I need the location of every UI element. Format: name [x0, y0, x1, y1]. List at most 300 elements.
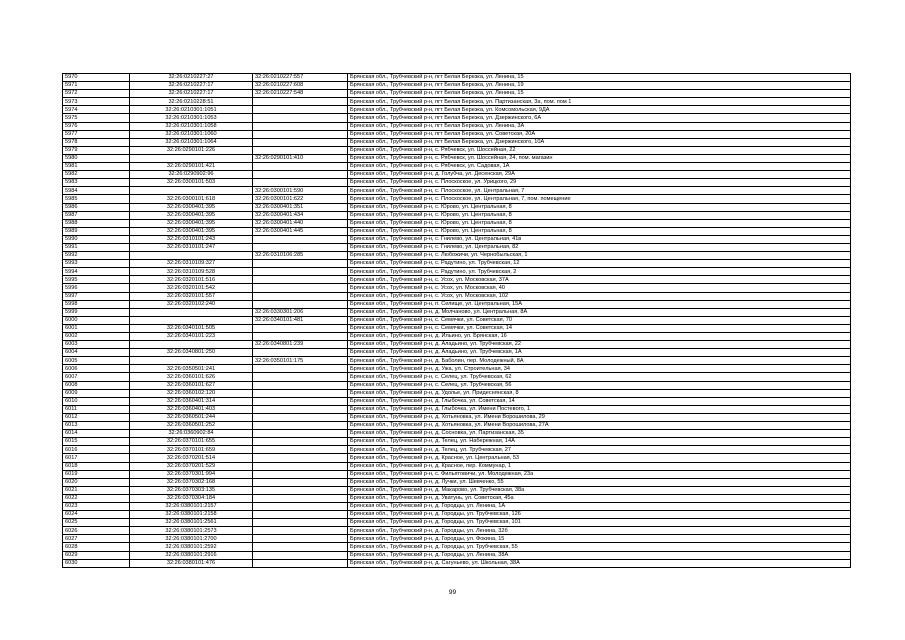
- table-row: [63, 478, 851, 486]
- row-number-cell: 6023: [63, 502, 130, 510]
- address-cell: Брянская обл., Трубчевский р-н, пгт Белая Березка, ул. Комсомольская, 9ДА: [348, 106, 851, 114]
- cadastral-number-cell: 32:26:0210228:51: [130, 98, 253, 106]
- cadastral-number-cell: 32:26:0380101:2592: [130, 543, 253, 551]
- building-cadastral-number-cell: [253, 114, 348, 122]
- address-cell: Брянская обл., Трубчевский р-н, д. Ильино, ул. Брянская, 16: [348, 333, 851, 341]
- row-number-cell: 6003: [63, 341, 130, 349]
- row-number-cell: 5985: [63, 195, 130, 203]
- property-register-table: [62, 73, 851, 568]
- cadastral-number-cell: 32:26:0370101:655: [130, 438, 253, 446]
- table-row: [63, 373, 851, 381]
- row-number-cell: 6012: [63, 413, 130, 421]
- building-cadastral-number-cell: [253, 502, 348, 510]
- row-number-cell: 6017: [63, 454, 130, 462]
- address-cell: Брянская обл., Трубчевский р-н, д. Хотьяновка, ул. Имени Ворошилова, 27А: [348, 422, 851, 430]
- row-number-cell: 6008: [63, 381, 130, 389]
- building-cadastral-number-cell: [253, 98, 348, 106]
- building-cadastral-number-cell: 32:26:0210227:557: [253, 74, 348, 82]
- row-number-cell: 6014: [63, 430, 130, 438]
- building-cadastral-number-cell: 32:26:0300401:351: [253, 203, 348, 211]
- cadastral-number-cell: 32:26:0360501:244: [130, 413, 253, 421]
- building-cadastral-number-cell: [253, 349, 348, 357]
- row-number-cell: 5983: [63, 179, 130, 187]
- cadastral-number-cell: [130, 308, 253, 316]
- address-cell: Брянская обл., Трубчевский р-н, д. Аладьино, ул. Трубчевская, 1А: [348, 349, 851, 357]
- address-cell: Брянская обл., Трубчевский р-н, д. Сосновка, ул. Партизанская, 35: [348, 430, 851, 438]
- row-number-cell: 5991: [63, 243, 130, 251]
- cadastral-number-cell: 32:26:0370303:135: [130, 486, 253, 494]
- row-number-cell: 5997: [63, 292, 130, 300]
- address-cell: Брянская обл., Трубчевский р-н, пгт Белая Березка, ул. Ленина, 15: [348, 90, 851, 98]
- row-number-cell: 6025: [63, 519, 130, 527]
- address-cell: Брянская обл., Трубчевский р-н, д. Городцы, ул. Трубчевская, 126: [348, 511, 851, 519]
- table-row: [63, 349, 851, 357]
- address-cell: Брянская обл., Трубчевский р-н, с. Рябчевск, ул. Шоссейная, 22: [348, 146, 851, 154]
- address-cell: Брянская обл., Трубчевский р-н, с. Плоскоскоe, ул. Центральная, 7, пом. помещение: [348, 195, 851, 203]
- table-row: [63, 195, 851, 203]
- address-cell: Брянская обл., Трубчевский р-н, д. Городцы, ул. Трубчевская, 55: [348, 543, 851, 551]
- address-cell: Брянская обл., Трубчевский р-н, с. Усох, ул. Московская, 40: [348, 284, 851, 292]
- row-number-cell: 6021: [63, 486, 130, 494]
- address-cell: Брянская обл., Трубчевский р-н, д. Баболин, пер. Молодежный, 8А: [348, 357, 851, 365]
- address-cell: Брянская обл., Трубчевский р-н, пгт Белая Березка, ул. Советская, 20А: [348, 130, 851, 138]
- building-cadastral-number-cell: 32:26:0310106:285: [253, 252, 348, 260]
- cadastral-number-cell: 32:26:0210227:27: [130, 74, 253, 82]
- table-row: [63, 179, 851, 187]
- row-number-cell: 6011: [63, 405, 130, 413]
- address-cell: Брянская обл., Трубчевский р-н, д. Лучки, ул. Шевченко, 55: [348, 478, 851, 486]
- row-number-cell: 6029: [63, 551, 130, 559]
- table-row: [63, 260, 851, 268]
- cadastral-number-cell: 32:26:0370201:529: [130, 462, 253, 470]
- table-row: [63, 511, 851, 519]
- cadastral-number-cell: 32:26:0360501:252: [130, 422, 253, 430]
- table-row: [63, 559, 851, 567]
- building-cadastral-number-cell: [253, 446, 348, 454]
- cadastral-number-cell: [130, 357, 253, 365]
- table-row: [63, 413, 851, 421]
- cadastral-number-cell: 32:26:0340101:223: [130, 333, 253, 341]
- address-cell: Брянская обл., Трубчевский р-н, пгт Белая Березка, ул. Ленина, 15: [348, 74, 851, 82]
- building-cadastral-number-cell: [253, 171, 348, 179]
- cadastral-number-cell: 32:26:0300401:395: [130, 219, 253, 227]
- address-cell: Брянская обл., Трубчевский р-н, с. Усох, ул. Московская, 37А: [348, 276, 851, 284]
- table-row: [63, 227, 851, 235]
- building-cadastral-number-cell: 32:26:0290101:410: [253, 154, 348, 162]
- address-cell: Брянская обл., Трубчевский р-н, д. Городцы, ул. Ленина, 32б: [348, 527, 851, 535]
- building-cadastral-number-cell: [253, 324, 348, 332]
- cadastral-number-cell: 32:26:0360401:403: [130, 405, 253, 413]
- building-cadastral-number-cell: [253, 470, 348, 478]
- building-cadastral-number-cell: [253, 365, 348, 373]
- table-row: [63, 454, 851, 462]
- cadastral-number-cell: 32:26:0320101:557: [130, 292, 253, 300]
- building-cadastral-number-cell: [253, 300, 348, 308]
- table-row: [63, 187, 851, 195]
- address-cell: Брянская обл., Трубчевский р-н, д. Ужа, ул. Строительная, 34: [348, 365, 851, 373]
- row-number-cell: 5973: [63, 98, 130, 106]
- address-cell: Брянская обл., Трубчевский р-н, с. Плоскоскоe, ул. Центральная, 7: [348, 187, 851, 195]
- cadastral-number-cell: 32:26:0300101:503: [130, 179, 253, 187]
- building-cadastral-number-cell: [253, 260, 348, 268]
- table-row: [63, 163, 851, 171]
- building-cadastral-number-cell: 32:26:0300401:445: [253, 227, 348, 235]
- address-cell: Брянская обл., Трубчевский р-н, д. Городцы, ул. Ленина, 1А: [348, 502, 851, 510]
- address-cell: Брянская обл., Трубчевский р-н, п. Селище, ул. Центральная, 15А: [348, 300, 851, 308]
- cadastral-number-cell: 32:26:0380101:2916: [130, 551, 253, 559]
- table-row: [63, 82, 851, 90]
- address-cell: Брянская обл., Трубчевский р-н, с. Юрово, ул. Центральная, 8: [348, 219, 851, 227]
- row-number-cell: 6027: [63, 535, 130, 543]
- address-cell: Брянская обл., Трубчевский р-н, пгт Белая Березка, ул. Дзержинского, 10А: [348, 138, 851, 146]
- building-cadastral-number-cell: [253, 122, 348, 130]
- address-cell: Брянская обл., Трубчевский р-н, д. Городцы, ул. Фокина, 15: [348, 535, 851, 543]
- cadastral-number-cell: 32:26:0380101:476: [130, 559, 253, 567]
- table-row: [63, 543, 851, 551]
- cadastral-number-cell: 32:26:0210301:1051: [130, 106, 253, 114]
- building-cadastral-number-cell: [253, 511, 348, 519]
- building-cadastral-number-cell: [253, 146, 348, 154]
- building-cadastral-number-cell: 32:26:0350101:175: [253, 357, 348, 365]
- table-row: [63, 219, 851, 227]
- building-cadastral-number-cell: [253, 235, 348, 243]
- cadastral-number-cell: 32:26:0300401:395: [130, 203, 253, 211]
- building-cadastral-number-cell: [253, 381, 348, 389]
- row-number-cell: 5974: [63, 106, 130, 114]
- cadastral-number-cell: [130, 316, 253, 324]
- row-number-cell: 6010: [63, 397, 130, 405]
- building-cadastral-number-cell: [253, 527, 348, 535]
- building-cadastral-number-cell: 32:26:0300101:622: [253, 195, 348, 203]
- cadastral-number-cell: 32:26:0210227:17: [130, 82, 253, 90]
- address-cell: Брянская обл., Трубчевский р-н, с. Рябчевск, ул. Садовая, 1А: [348, 163, 851, 171]
- cadastral-number-cell: 32:26:0300401:395: [130, 211, 253, 219]
- row-number-cell: 5976: [63, 122, 130, 130]
- row-number-cell: 5977: [63, 130, 130, 138]
- address-cell: Брянская обл., Трубчевский р-н, д. Удолье, ул. Придеснянская, 8: [348, 389, 851, 397]
- row-number-cell: 6004: [63, 349, 130, 357]
- table-row: [63, 316, 851, 324]
- building-cadastral-number-cell: [253, 163, 348, 171]
- address-cell: Брянская обл., Трубчевский р-н, д. Городцы, ул. Ленина, 38А: [348, 551, 851, 559]
- table-row: [63, 341, 851, 349]
- table-row: [63, 130, 851, 138]
- row-number-cell: 6005: [63, 357, 130, 365]
- table-row: [63, 324, 851, 332]
- building-cadastral-number-cell: [253, 430, 348, 438]
- cadastral-number-cell: 32:26:0310101:243: [130, 235, 253, 243]
- table-row: [63, 389, 851, 397]
- cadastral-number-cell: 32:26:0290902:96: [130, 171, 253, 179]
- building-cadastral-number-cell: [253, 373, 348, 381]
- table-row: [63, 535, 851, 543]
- row-number-cell: 6019: [63, 470, 130, 478]
- building-cadastral-number-cell: [253, 438, 348, 446]
- building-cadastral-number-cell: [253, 486, 348, 494]
- building-cadastral-number-cell: [253, 454, 348, 462]
- building-cadastral-number-cell: [253, 333, 348, 341]
- address-cell: Брянская обл., Трубчевский р-н, с. Радутино, ул. Трубчевская, 2: [348, 268, 851, 276]
- building-cadastral-number-cell: [253, 106, 348, 114]
- row-number-cell: 6000: [63, 316, 130, 324]
- row-number-cell: 6020: [63, 478, 130, 486]
- row-number-cell: 6018: [63, 462, 130, 470]
- table-row: [63, 308, 851, 316]
- table-row: [63, 300, 851, 308]
- cadastral-number-cell: 32:26:0370302:168: [130, 478, 253, 486]
- table-row: [63, 462, 851, 470]
- building-cadastral-number-cell: 32:26:0300401:434: [253, 211, 348, 219]
- table-row: [63, 381, 851, 389]
- building-cadastral-number-cell: [253, 397, 348, 405]
- row-number-cell: 6028: [63, 543, 130, 551]
- row-number-cell: 5989: [63, 227, 130, 235]
- building-cadastral-number-cell: 32:26:0330301:206: [253, 308, 348, 316]
- address-cell: Брянская обл., Трубчевский р-н, д. Глыбочка, ул. Имени Постевого, 1: [348, 405, 851, 413]
- building-cadastral-number-cell: [253, 138, 348, 146]
- address-cell: Брянская обл., Трубчевский р-н, с. Усох, ул. Московская, 102: [348, 292, 851, 300]
- table-row: [63, 486, 851, 494]
- address-cell: Брянская обл., Трубчевский р-н, д. Голубча, ул. Десенская, 29А: [348, 171, 851, 179]
- address-cell: Брянская обл., Трубчевский р-н, с. Рябчевск, ул. Шоссейная, 24, пом. магазин: [348, 154, 851, 162]
- table-row: [63, 154, 851, 162]
- address-cell: Брянская обл., Трубчевский р-н, с. Юрово, ул. Центральная, 8: [348, 227, 851, 235]
- page-number: 99: [448, 589, 457, 596]
- cadastral-number-cell: 32:26:0380101:2573: [130, 527, 253, 535]
- table-row: [63, 114, 851, 122]
- row-number-cell: 5992: [63, 252, 130, 260]
- table-row: [63, 146, 851, 154]
- table-row: [63, 551, 851, 559]
- building-cadastral-number-cell: [253, 389, 348, 397]
- row-number-cell: 5993: [63, 260, 130, 268]
- table-row: [63, 211, 851, 219]
- address-cell: Брянская обл., Трубчевский р-н, с. Юрово, ул. Центральная, 8: [348, 203, 851, 211]
- address-cell: Брянская обл., Трубчевский р-н, д. Макарово, ул. Трубчевская, 38а: [348, 486, 851, 494]
- building-cadastral-number-cell: [253, 243, 348, 251]
- row-number-cell: 5990: [63, 235, 130, 243]
- address-cell: Брянская обл., Трубчевский р-н, с. Селец, ул. Трубчевская, 56: [348, 381, 851, 389]
- table-row: [63, 276, 851, 284]
- address-cell: Брянская обл., Трубчевский р-н, с. Селец, ул. Трубчевская, 62: [348, 373, 851, 381]
- row-number-cell: 5988: [63, 219, 130, 227]
- building-cadastral-number-cell: [253, 405, 348, 413]
- address-cell: Брянская обл., Трубчевский р-н, пгт Белая Березка, ул. Ленина, 3А: [348, 122, 851, 130]
- table-row: [63, 98, 851, 106]
- building-cadastral-number-cell: [253, 494, 348, 502]
- row-number-cell: 5975: [63, 114, 130, 122]
- row-number-cell: 5998: [63, 300, 130, 308]
- table-row: [63, 494, 851, 502]
- cadastral-number-cell: 32:26:0360401:314: [130, 397, 253, 405]
- table-row: [63, 138, 851, 146]
- address-cell: Брянская обл., Трубчевский р-н, д. Красное, пер. Коммунар, 1: [348, 462, 851, 470]
- row-number-cell: 5971: [63, 82, 130, 90]
- table-row: [63, 365, 851, 373]
- table-row: [63, 106, 851, 114]
- address-cell: Брянская обл., Трубчевский р-н, д. Хотьяновка, ул. Имени Ворошилова, 29: [348, 413, 851, 421]
- building-cadastral-number-cell: [253, 268, 348, 276]
- row-number-cell: 6013: [63, 422, 130, 430]
- cadastral-number-cell: 32:26:0380101:2561: [130, 519, 253, 527]
- building-cadastral-number-cell: 32:26:0340101:481: [253, 316, 348, 324]
- address-cell: Брянская обл., Трубчевский р-н, д. Красное, ул. Центральная, 53: [348, 454, 851, 462]
- cadastral-number-cell: 32:26:0360101:626: [130, 373, 253, 381]
- address-cell: Брянская обл., Трубчевский р-н, с. Любожичи, ул. Чернобыльская, 1: [348, 252, 851, 260]
- cadastral-number-cell: 32:26:0370201:514: [130, 454, 253, 462]
- building-cadastral-number-cell: 32:26:0300101:590: [253, 187, 348, 195]
- table-row: [63, 243, 851, 251]
- cadastral-number-cell: 32:26:0320101:542: [130, 284, 253, 292]
- row-number-cell: 5979: [63, 146, 130, 154]
- building-cadastral-number-cell: [253, 179, 348, 187]
- address-cell: Брянская обл., Трубчевский р-н, с. Радутино, ул. Трубчевская, 12: [348, 260, 851, 268]
- address-cell: Брянская обл., Трубчевский р-н, с. Гнилево, ул. Центральная, 82: [348, 243, 851, 251]
- cadastral-number-cell: 32:26:0360101:627: [130, 381, 253, 389]
- address-cell: Брянская обл., Трубчевский р-н, с. Гнилево, ул. Центральная, 41в: [348, 235, 851, 243]
- table-row: [63, 74, 851, 82]
- cadastral-number-cell: 32:26:0210301:1053: [130, 114, 253, 122]
- cadastral-number-cell: 32:26:0360902:84: [130, 430, 253, 438]
- building-cadastral-number-cell: 32:26:0300401:440: [253, 219, 348, 227]
- cadastral-number-cell: 32:26:0210301:1064: [130, 138, 253, 146]
- table-row: [63, 171, 851, 179]
- row-number-cell: 5987: [63, 211, 130, 219]
- table-row: [63, 430, 851, 438]
- cadastral-number-cell: 32:26:0340101:505: [130, 324, 253, 332]
- cadastral-number-cell: 32:26:0360102:120: [130, 389, 253, 397]
- row-number-cell: 5981: [63, 163, 130, 171]
- row-number-cell: 6015: [63, 438, 130, 446]
- cadastral-number-cell: 32:26:0350501:241: [130, 365, 253, 373]
- table-row: [63, 502, 851, 510]
- row-number-cell: 6007: [63, 373, 130, 381]
- address-cell: Брянская обл., Трубчевский р-н, д. Глыбочка, ул. Советская, 14: [348, 397, 851, 405]
- row-number-cell: 6016: [63, 446, 130, 454]
- row-number-cell: 5999: [63, 308, 130, 316]
- cadastral-number-cell: 32:26:0300101:618: [130, 195, 253, 203]
- row-number-cell: 6009: [63, 389, 130, 397]
- document-page: [62, 73, 851, 568]
- cadastral-number-cell: 32:26:0370101:659: [130, 446, 253, 454]
- row-number-cell: 6026: [63, 527, 130, 535]
- row-number-cell: 5980: [63, 154, 130, 162]
- building-cadastral-number-cell: [253, 292, 348, 300]
- table-row: [63, 470, 851, 478]
- address-cell: Брянская обл., Трубчевский р-н, пгт Белая Березка, ул. Партизанская, 3а, пом. пом 1: [348, 98, 851, 106]
- building-cadastral-number-cell: [253, 543, 348, 551]
- building-cadastral-number-cell: [253, 422, 348, 430]
- table-row: [63, 397, 851, 405]
- cadastral-number-cell: 32:26:0370301:994: [130, 470, 253, 478]
- address-cell: Брянская обл., Трубчевский р-н, д. Городцы, ул. Трубчевская, 101: [348, 519, 851, 527]
- building-cadastral-number-cell: [253, 519, 348, 527]
- row-number-cell: 6002: [63, 333, 130, 341]
- building-cadastral-number-cell: 32:26:0340801:239: [253, 341, 348, 349]
- row-number-cell: 5995: [63, 276, 130, 284]
- cadastral-number-cell: 32:26:0320102:240: [130, 300, 253, 308]
- table-row: [63, 422, 851, 430]
- row-number-cell: 6024: [63, 511, 130, 519]
- row-number-cell: 5972: [63, 90, 130, 98]
- cadastral-number-cell: [130, 187, 253, 195]
- row-number-cell: 5996: [63, 284, 130, 292]
- address-cell: Брянская обл., Трубчевский р-н, д. Уватунь, ул. Советская, 45а: [348, 494, 851, 502]
- cadastral-number-cell: 32:26:0210301:1058: [130, 122, 253, 130]
- table-row: [63, 252, 851, 260]
- row-number-cell: 5970: [63, 74, 130, 82]
- building-cadastral-number-cell: [253, 478, 348, 486]
- cadastral-number-cell: 32:26:0320101:516: [130, 276, 253, 284]
- cadastral-number-cell: 32:26:0300401:395: [130, 227, 253, 235]
- building-cadastral-number-cell: 32:26:0210227:548: [253, 90, 348, 98]
- cadastral-number-cell: 32:26:0290101:421: [130, 163, 253, 171]
- cadastral-number-cell: 32:26:0210301:1060: [130, 130, 253, 138]
- building-cadastral-number-cell: [253, 535, 348, 543]
- table-row: [63, 438, 851, 446]
- building-cadastral-number-cell: [253, 130, 348, 138]
- address-cell: Брянская обл., Трубчевский р-н, д. Телец, ул. Набережная, 14А: [348, 438, 851, 446]
- table-row: [63, 333, 851, 341]
- row-number-cell: 6030: [63, 559, 130, 567]
- address-cell: Брянская обл., Трубчевский р-н, с. Семячки, ул. Советская, 70: [348, 316, 851, 324]
- row-number-cell: 5978: [63, 138, 130, 146]
- row-number-cell: 6006: [63, 365, 130, 373]
- row-number-cell: 5982: [63, 171, 130, 179]
- cadastral-number-cell: 32:26:0380101:2157: [130, 502, 253, 510]
- table-body: [63, 74, 851, 568]
- table-row: [63, 268, 851, 276]
- address-cell: Брянская обл., Трубчевский р-н, д. Телец, ул. Трубчевская, 27: [348, 446, 851, 454]
- address-cell: Брянская обл., Трубчевский р-н, с. Плоскоскоe, ул. Урицкого, 29: [348, 179, 851, 187]
- building-cadastral-number-cell: 32:26:0210227:608: [253, 82, 348, 90]
- row-number-cell: 5986: [63, 203, 130, 211]
- building-cadastral-number-cell: [253, 559, 348, 567]
- row-number-cell: 6022: [63, 494, 130, 502]
- table-row: [63, 292, 851, 300]
- table-row: [63, 357, 851, 365]
- cadastral-number-cell: 32:26:0310109:528: [130, 268, 253, 276]
- cadastral-number-cell: [130, 341, 253, 349]
- cadastral-number-cell: 32:26:0370304:184: [130, 494, 253, 502]
- address-cell: Брянская обл., Трубчевский р-н, с. Фильятовичи, ул. Молодежная, 23а: [348, 470, 851, 478]
- address-cell: Брянская обл., Трубчевский р-н, с. Семячки, ул. Советская, 14: [348, 324, 851, 332]
- cadastral-number-cell: 32:26:0310101:247: [130, 243, 253, 251]
- building-cadastral-number-cell: [253, 413, 348, 421]
- cadastral-number-cell: 32:26:0340801:250: [130, 349, 253, 357]
- table-row: [63, 405, 851, 413]
- cadastral-number-cell: 32:26:0380101:2700: [130, 535, 253, 543]
- address-cell: Брянская обл., Трубчевский р-н, пгт Белая Березка, ул. Дзержинского, 6А: [348, 114, 851, 122]
- address-cell: Брянская обл., Трубчевский р-н, д. Аладьино, ул. Трубчевская, 22: [348, 341, 851, 349]
- table-row: [63, 519, 851, 527]
- table-row: [63, 284, 851, 292]
- table-row: [63, 90, 851, 98]
- building-cadastral-number-cell: [253, 462, 348, 470]
- building-cadastral-number-cell: [253, 276, 348, 284]
- building-cadastral-number-cell: [253, 551, 348, 559]
- table-row: [63, 527, 851, 535]
- cadastral-number-cell: 32:26:0380101:2158: [130, 511, 253, 519]
- table-row: [63, 122, 851, 130]
- cadastral-number-cell: 32:26:0210227:17: [130, 90, 253, 98]
- cadastral-number-cell: [130, 154, 253, 162]
- address-cell: Брянская обл., Трубчевский р-н, с. Юрово, ул. Центральная, 8: [348, 211, 851, 219]
- table-row: [63, 235, 851, 243]
- cadastral-number-cell: 32:26:0310109:327: [130, 260, 253, 268]
- table-row: [63, 446, 851, 454]
- cadastral-number-cell: 32:26:0290101:226: [130, 146, 253, 154]
